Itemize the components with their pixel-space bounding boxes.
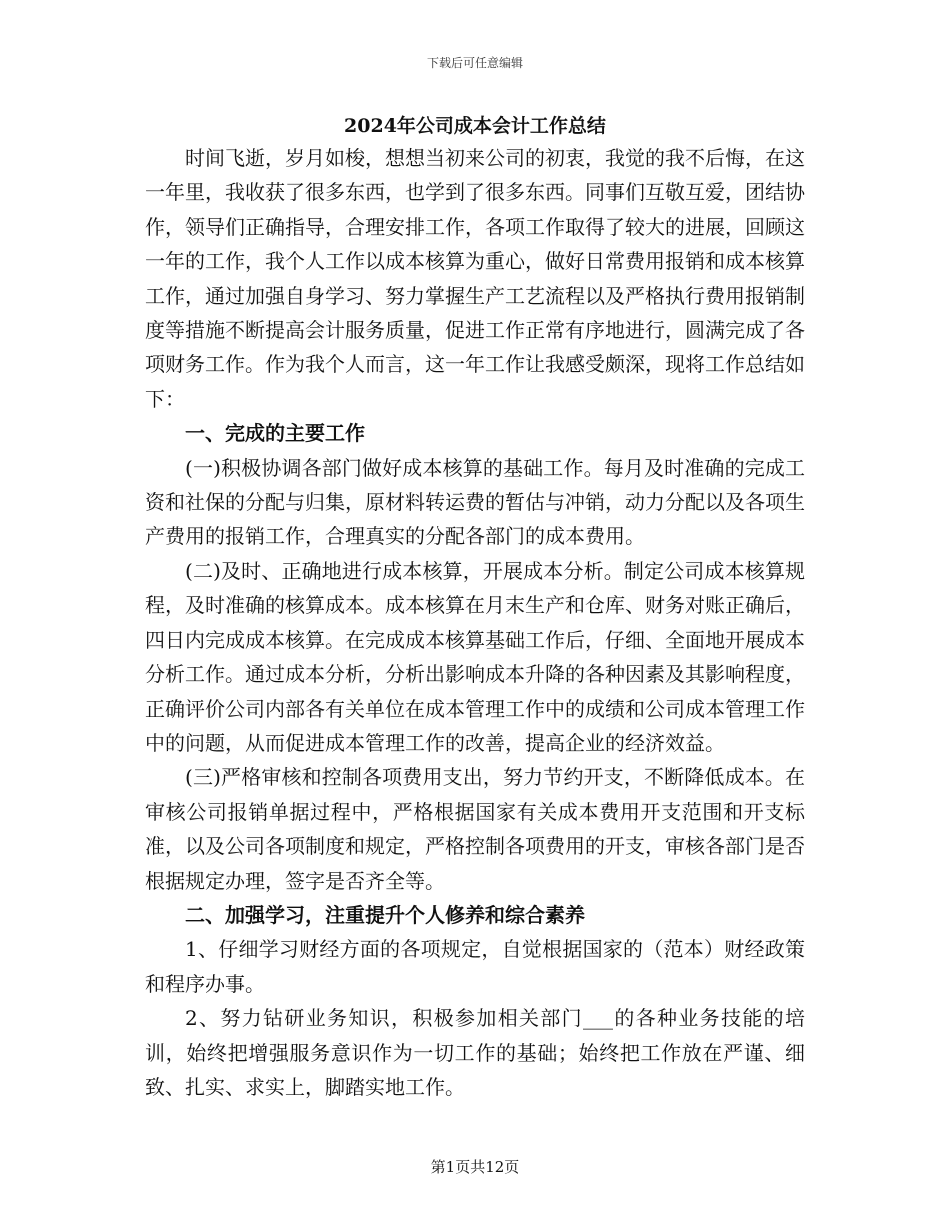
section-1-heading: 一、完成的主要工作 <box>185 421 365 446</box>
section-2-heading: 二、加强学习，注重提升个人修养和综合素养 <box>185 902 585 927</box>
section-1-item-2: (二)及时、正确地进行成本核算，开展成本分析。制定公司成本核算规程，及时准确的核算成本。成本核算在月末生产和仓库、财务对账正确后，四日内完成成本核算。在完成成本核算基础工作后，仔细、全面地开展成本分析工作。通过成本分析，分析出影响成本升降的各种因素及其影响程度，正确评价公司内部各有关单位在成本管理工作中的成绩和公司成本管理工作中的问题，从而促进成本管理工作的改善，提高企业的经济效益。 <box>145 558 805 755</box>
section-1-item-1: (一)积极协调各部门做好成本核算的基础工作。每月及时准确的完成工资和社保的分配与归集，原材料转运费的暂估与冲销，动力分配以及各项生产费用的报销工作，合理真实的分配各部门的成本费用。 <box>145 455 805 549</box>
section-2-item-2: 2、努力钻研业务知识，积极参加相关部门___的各种业务技能的培训，始终把增强服务意识作为一切工作的基础；始终把工作放在严谨、细致、扎实、求实上，脚踏实地工作。 <box>145 1006 805 1099</box>
section-1-item-3: (三)严格审核和控制各项费用支出，努力节约开支，不断降低成本。在审核公司报销单据过程中，严格根据国家有关成本费用开支范围和开支标准，以及公司各项制度和规定，严格控制各项费用的开支，审核各部门是否根据规定办理，签字是否齐全等。 <box>145 765 805 893</box>
document-body <box>145 141 805 1104</box>
intro-paragraph: 时间飞逝，岁月如梭，想想当初来公司的初衷，我觉的我不后悔，在这一年里，我收获了很多东西，也学到了很多东西。同事们互敬互爱，团结协作，领导们正确指导，合理安排工作，各项工作取得了较大的进展，回顾这一年的工作，我个人工作以成本核算为重心，做好日常费用报销和成本核算工作，通过加强自身学习、努力掌握生产工艺流程以及严格执行费用报销制度等措施不断提高会计服务质量，促进工作正常有序地进行，圆满完成了各项财务工作。作为我个人而言，这一年工作让我感受颇深，现将工作总结如下： <box>145 146 805 411</box>
document-title: 2024年公司成本会计工作总结 <box>344 115 606 137</box>
section-2-item-1: 1、仔细学习财经方面的各项规定，自觉根据国家的（范本）财经政策和程序办事。 <box>145 937 805 996</box>
page-header-note: 下载后可任意编辑 <box>426 56 523 70</box>
page-number: 第1页共12页 <box>430 1158 520 1176</box>
